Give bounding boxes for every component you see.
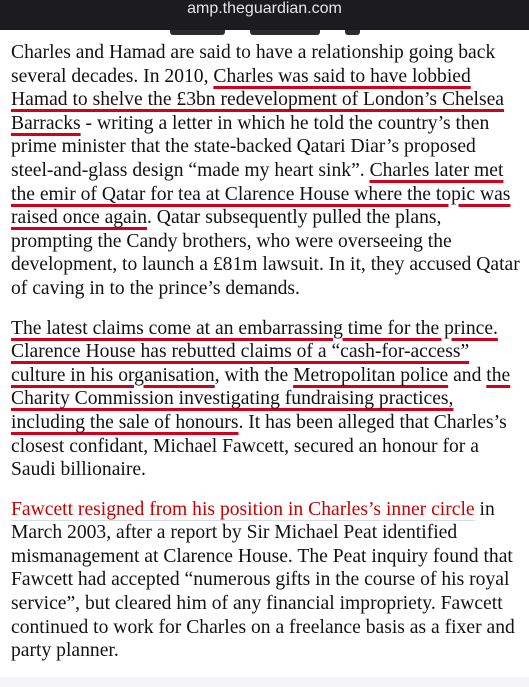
url-text: amp.theguardian.com [187, 0, 342, 17]
bottom-toolbar-edge [0, 677, 529, 687]
cut-off-fragment [250, 30, 320, 35]
browser-url-bar[interactable] [0, 0, 529, 30]
cut-off-fragment [345, 30, 360, 35]
cut-off-fragment [170, 30, 225, 35]
cut-off-image-strip [0, 30, 529, 40]
p2-underlined-charity-commission: the Charity Commission investigating fundraising practices, including the sale of honours [11, 364, 511, 433]
article-body [11, 41, 523, 679]
paragraph-1 [11, 41, 523, 301]
p2-text-3: . It has been alleged that Charles’s closest confidant, Michael Fawcett, secured an honour for a Saudi billionaire. [11, 411, 507, 481]
p1-underlined-clarence-house: Charles later met the emir of Qatar for tea at Clarence House where the topic was raised once again [11, 159, 511, 229]
p2-underlined-latest-claims: The latest claims come at an embarrassing time for the prince. Clarence House has rebutted claims of a “cash-for-access” culture in his organisation [11, 317, 498, 386]
paragraph-2 [11, 317, 523, 482]
p2-text-1: , with the [214, 364, 294, 386]
p3-text: in March 2003, after a report by Sir Michael Peat identified mismanagement at Clarence House. The Peat inquiry found that Fawcett had accepted “numerous gifts in the course of his royal service”, but cleared him of any financial impropriety. Fawcett continued to work for Charles on a freelance basis as a fixer and party planner. [11, 498, 515, 662]
p2-underlined-metropolitan-police: Metropolitan police [293, 364, 449, 386]
fawcett-resigned-link[interactable]: Fawcett resigned from his position in Charles’s inner circle [11, 498, 475, 520]
p1-text-2: - writing a letter in which he told the country’s then prime minister that the state-backed Qatari Diar’s proposed steel-and-glass design “made my heart sink”. [11, 112, 490, 181]
p1-text-3: . Qatar subsequently pulled the plans, prompting the Candy brothers, who were overseeing the development, to launch a £81m lawsuit. In it, they accused Qatar of caving in to the prince’s demands. [11, 207, 520, 299]
p1-text-1: Charles and Hamad are said to have a relationship going back several decades. In 2010, [11, 42, 496, 87]
p2-text-2: and [448, 364, 487, 386]
paragraph-3 [11, 498, 523, 663]
p1-underlined-chelsea-barracks: Charles was said to have lobbied Hamad to shelve the £3bn redevelopment of London’s Chelsea Barracks [11, 65, 504, 134]
